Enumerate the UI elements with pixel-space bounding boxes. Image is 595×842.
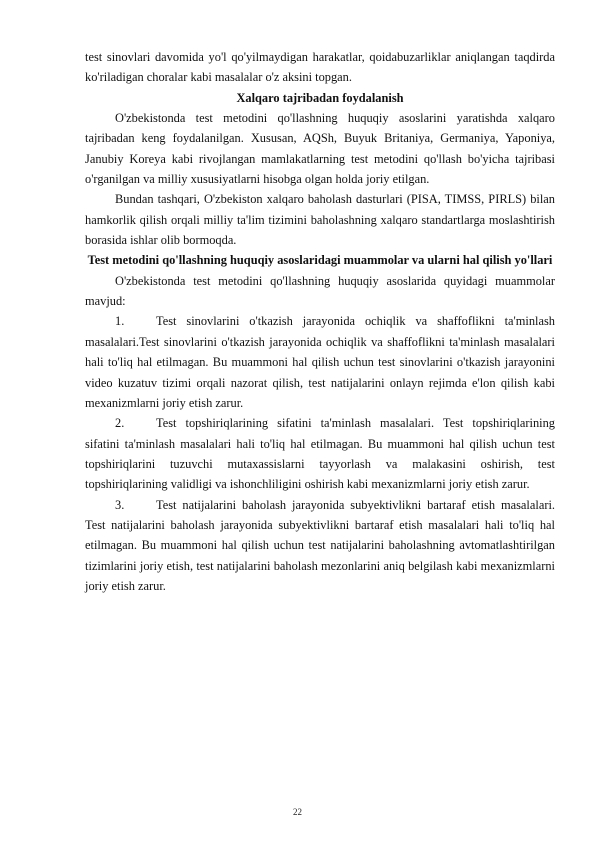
section-heading-international-experience: Xalqaro tajribadan foydalanish	[236, 90, 404, 105]
paragraph-international-programs: Bundan tashqari, O'zbekiston xalqaro baholash dasturlari (PISA, TIMSS, PIRLS) bilan hamkorlik qilish orqali milliy ta'lim tizimini baholashning xalqaro standartlarga moslashtirish borasida ishlar olib bormoqda.	[85, 192, 555, 248]
item-number: 3.	[115, 497, 125, 512]
document-page	[85, 47, 555, 596]
item-number: 1.	[115, 314, 125, 329]
numbered-item-1	[85, 311, 555, 413]
numbered-item-3	[85, 495, 555, 597]
item-number: 2.	[115, 416, 125, 431]
page-number: 22	[293, 807, 302, 817]
paragraph-problems-intro: O'zbekistonda test metodini qo'llashning huquqiy asoslarida quyidagi muammolar mavjud:	[85, 273, 555, 309]
paragraph-international-experience: O'zbekistonda test metodini qo'llashning huquqiy asoslarini yaratishda xalqaro tajribadan keng foydalanilgan. Xususan, AQSh, Buyuk Britaniya, Germaniya, Yaponiya, Janubiy Koreya kabi rivojlangan mamlakatlarning test metodini qo'llash bo'yicha tajribasi o'rganilgan va milliy xususiyatlarni hisobga olgan holda joriy etilgan.	[85, 111, 555, 187]
item-text: Test topshiriqlarining sifatini ta'minlash masalalari. Test topshiriqlarining sifatini ta'minlash masalalari hali to'liq hal etilmagan. Bu muammoni hal qilish uchun test topshiriqlarini tuzuvchi mutaxassislarni tayyorlash va malakasini oshirish, test topshiriqlarining validligi va ishonchliligini oshirish kabi mexanizmlarni joriy etish zarur.	[85, 416, 555, 492]
numbered-item-2	[85, 413, 555, 494]
item-text: Test natijalarini baholash jarayonida subyektivlikni bartaraf etish masalalari. Test natijalarini baholash jarayonida subyektivlikni bartaraf etish masalalari hali to'liq hal etilmagan. Bu muammoni hal qilish uchun test natijalarini baholashning avtomatlashtirilgan tizimlarini joriy etish, test natijalarini baholash mezonlarini aniq belgilash kabi mexanizmlarni joriy etish zarur.	[85, 497, 555, 593]
continuation-paragraph: test sinovlari davomida yo'l qo'yilmaydigan harakatlar, qoidabuzarliklar aniqlangan taqdirda ko'riladigan choralar kabi masalalar o'z aksini topgan.	[85, 50, 555, 85]
item-text: Test sinovlarini o'tkazish jarayonida ochiqlik va shaffoflikni ta'minlash masalalari.Test sinovlarini o'tkazish jarayonida ochiqlik va shaffoflikni ta'minlash masalalari hali to'liq hal etilmagan. Bu muammoni hal qilish uchun test sinovlarini o'tkazish jarayonini video kuzatuv tizimi orqali nazorat qilish, test natijalarini onlayn rejimda e'lon qilish kabi mexanizmlarni joriy etish zarur.	[85, 314, 555, 410]
section-heading-problems: Test metodini qo'llashning huquqiy asoslaridagi muammolar va ularni hal qilish yo'llari	[87, 253, 553, 268]
